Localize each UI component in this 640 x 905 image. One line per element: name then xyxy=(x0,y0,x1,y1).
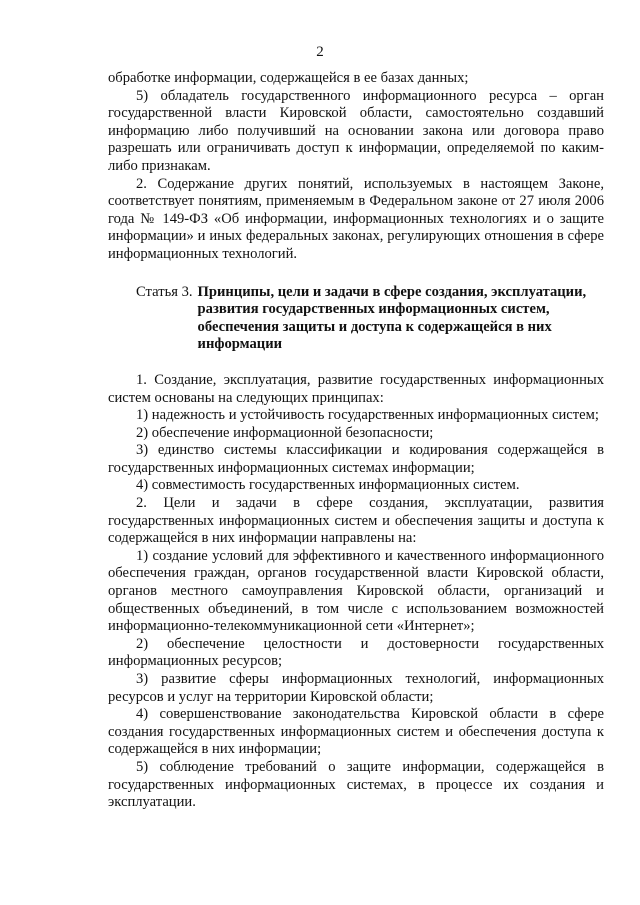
page-number: 2 xyxy=(316,44,324,60)
paragraph-goals-intro: 2. Цели и задачи в сфере создания, эксплуатации, развития государственных информационных систем и обеспечения защиты и доступа к содержащейся в них информации направлены на: xyxy=(108,495,604,547)
list-item-principle-4: 4) совместимость государственных информационных систем. xyxy=(136,477,520,494)
paragraph-definition-5: 5) обладатель государственного информационного ресурса – орган государственной власти Кировской области, самостоятельно создавший информацию либо получивший на основании закона или договора право разрешать или ограничивать доступ к информации, определяемой по каким-либо признакам. xyxy=(108,87,604,174)
article-heading xyxy=(108,284,604,354)
list-item-goal-1: 1) создание условий для эффективного и качественного информационного обеспечения граждан, органов государственной власти Кировской области, органов местного самоуправления Кировской области, организаций и общественных объединений, в том числе с использованием возможностей информационно-телекоммуникационной сети «Интернет»; xyxy=(108,547,604,635)
paragraph-continuation: обработке информации, содержащейся в ее базах данных; xyxy=(108,70,469,86)
paragraph-principles-intro: 1. Создание, эксплуатация, развитие государственных информационных систем основаны на следующих принципах: xyxy=(108,371,604,406)
list-item-goal-5: 5) соблюдение требований о защите информации, содержащейся в государственных информационных системах, в процессе их создания и эксплуатации. xyxy=(108,758,604,811)
article-label: Статья 3. xyxy=(136,283,193,300)
list-item-goal-4: 4) совершенствование законодательства Кировской области в сфере создания государственных информационных систем и обеспечения доступа к содержащейся в них информации; xyxy=(108,706,604,758)
paragraph-other-terms: 2. Содержание других понятий, используемых в настоящем Законе, соответствует понятиям, применяемым в Федеральном законе от 27 июля 2006 года № 149-ФЗ «Об информации, информационных технологиях и о защите информации» и иных федеральных законах, регулирующих отношения в сфере информационных технологий. xyxy=(108,175,604,262)
article-title: Принципы, цели и задачи в сфере создания, эксплуатации, развития государственных информационных систем, обеспечения защиты и доступа к содержащейся в них информации xyxy=(197,283,587,353)
document-body xyxy=(108,70,604,812)
list-item-goal-2: 2) обеспечение целостности и достоверности государственных информационных ресурсов; xyxy=(108,635,604,670)
list-item-principle-1: 1) надежность и устойчивость государственных информационных систем; xyxy=(136,407,599,424)
list-item-principle-2: 2) обеспечение информационной безопасности; xyxy=(136,424,434,441)
list-item-principle-3: 3) единство системы классификации и кодирования содержащейся в государственных информационных системах информации; xyxy=(108,442,604,476)
list-item-goal-3: 3) развитие сферы информационных технологий, информационных ресурсов и услуг на территории Кировской области; xyxy=(108,671,604,705)
